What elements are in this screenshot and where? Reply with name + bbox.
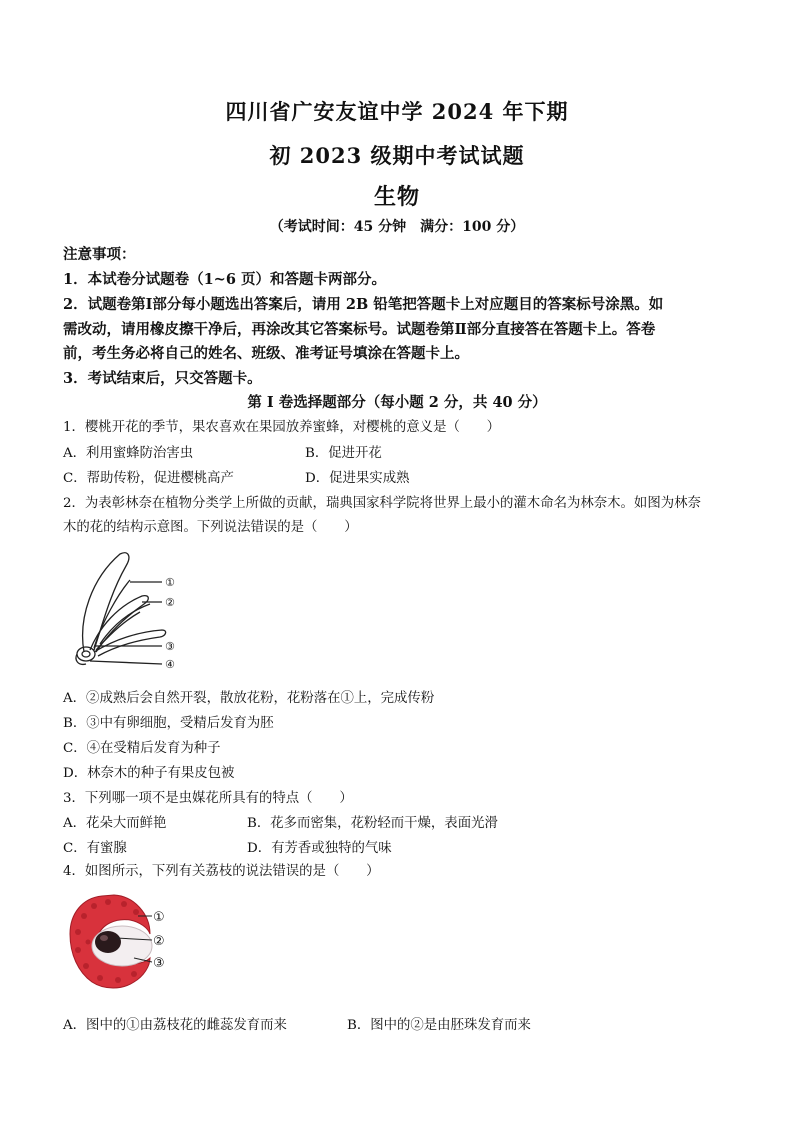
question-2-stem: 2．为表彰林奈在植物分类学上所做的贡献，瑞典国家科学院将世界上最小的灌木命名为林奈木。如图为林奈 [63,496,701,511]
q3-option-b: B．花多而密集，花粉轻而干燥，表面光滑 [247,816,498,831]
q4-option-a: A．图中的①由荔枝花的雌蕊发育而来 [63,1018,287,1033]
note-item: 2．试题卷第Ⅰ部分每小题选出答案后，请用 2B 铅笔把答题卡上对应题目的答案标号涂黑。如 [63,296,664,313]
note-item: 前，考生务必将自己的姓名、班级、准考证号填涂在答题卡上。 [63,345,469,362]
note-item: 1．本试卷分试题卷（1~6 页）和答题卡两部分。 [63,271,386,288]
exam-info: （考试时间：45 分钟 满分：100 分） [269,219,525,235]
flower-label-2: ② [165,596,175,609]
q2-option-d: D．林奈木的种子有果皮包被 [63,766,235,781]
q1-option-d: D．促进果实成熟 [305,471,410,486]
q1-option-b: B．促进开花 [305,446,382,461]
lychee-label-1: ① [153,910,165,925]
note-item: 3．考试结束后，只交答题卡。 [63,370,262,387]
question-3-stem: 3．下列哪一项不是虫媒花所具有的特点（ ） [63,791,353,806]
flower-label-4: ④ [165,658,175,671]
exam-title: 初 2023 级期中考试试题 [269,143,525,168]
question-1-stem: 1．樱桃开花的季节，果农喜欢在果园放养蜜蜂，对樱桃的意义是（ ） [63,420,501,435]
lychee-label-3: ③ [153,956,165,971]
question-4-stem: 4．如图所示，下列有关荔枝的说法错误的是（ ） [63,864,380,879]
section-heading: 第 I 卷选择题部分（每小题 2 分，共 40 分） [247,394,547,411]
q1-option-a: A．利用蜜蜂防治害虫 [63,446,194,461]
subject-title: 生物 [373,184,420,210]
note-item: 需改动，请用橡皮擦干净后，再涂改其它答案标号。试题卷第Ⅱ部分直接答在答题卡上。答卷 [63,321,656,338]
q2-option-b: B．③中有卵细胞，受精后发育为胚 [63,716,274,731]
flower-label-3: ③ [165,640,175,653]
lychee-diagram [64,892,184,992]
q4-option-b: B．图中的②是由胚珠发育而来 [347,1018,531,1033]
q1-option-c: C．帮助传粉，促进樱桃高产 [63,471,234,486]
question-2-stem-cont: 木的花的结构示意图。下列说法错误的是（ ） [63,520,358,535]
q2-option-a: A．②成熟后会自然开裂，散放花粉，花粉落在①上，完成传粉 [63,691,435,706]
q3-option-c: C．有蜜腺 [63,841,127,856]
flower-label-1: ① [165,576,175,589]
lychee-label-2: ② [153,934,165,949]
school-title: 四川省广安友谊中学 2024 年下期 [225,99,569,124]
flower-structure-diagram [70,548,190,676]
q3-option-a: A．花朵大而鲜艳 [63,816,167,831]
notes-heading: 注意事项： [63,246,136,263]
q2-option-c: C．④在受精后发育为种子 [63,741,221,756]
q3-option-d: D．有芳香或独特的气味 [247,841,392,856]
